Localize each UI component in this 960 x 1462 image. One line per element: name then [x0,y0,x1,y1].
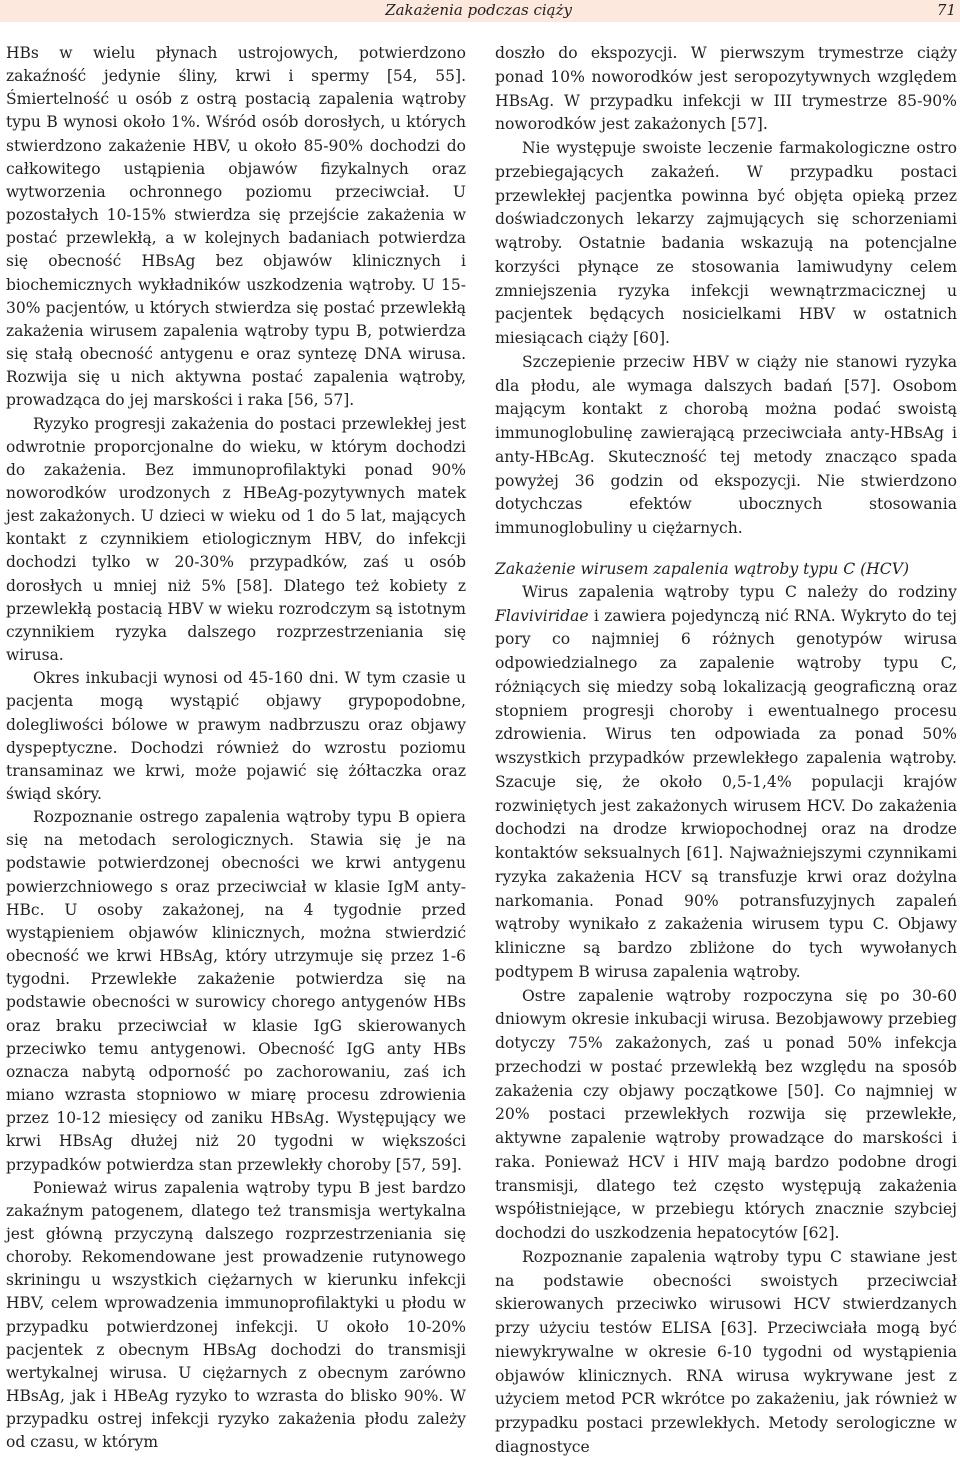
paragraph: Nie występuje swoiste leczenie farmakologiczne ostro przebiegających zakażeń. W przypadku postaci przewlekłej pacjentka powinna być objęta opieką przez doświadczonych lekarzy zajmujących się schorzeniami wątroby. Ostatnie badania wskazują na potencjalne korzyści płynące ze stosowania lamiwudyny celem zmniejszenia ryzyka infekcji wewnątrzmacicznej u pacjentek będących nosicielkami HBV w ostatnich miesiącach ciąży [60]. [495,139,957,347]
paragraph: Okres inkubacji wynosi od 45-160 dni. W tym czasie u pacjenta mogą wystąpić objawy grypopodobne, dolegliwości bólowe w prawym nadbrzuszu oraz objawy dyspeptyczne. Dochodzi również do wzrostu poziomu transaminaz we krwi, może pojawić się żółtaczka oraz świąd skóry. [6,669,466,803]
left-column [6,42,466,1455]
paragraph: doszło do ekspozycji. W pierwszym trymestrze ciąży ponad 10% noworodków jest seropozytywnych względem HBsAg. W przypadku infekcji w III trymestrze 85-90% noworodków jest zakażonych [57]. [495,44,957,134]
paragraph [495,581,957,985]
virus-family-name: Flaviviridae [495,606,589,625]
page-number: 71 [936,1,956,19]
paragraph-text: i zawiera pojedynczą nić RNA. Wykryto do tej pory co najmniej 6 różnych genotypów wirusa odpowiedzialnego za zapalenie wątroby typu C, różniących się miedzy sobą lokalizacją geograficzną oraz stopniem progresji choroby i ewentualnego procesu zdrowienia. Wirus ten odpowiada za ponad 50% wszystkich przypadków przewlekłego zapalenia wątroby. Szacuje się, że około 0,5-1,4% populacji krajów rozwiniętych jest zakażonych wirusem HCV. Do zakażenia dochodzi na drodze krwiopochodnej oraz na drodze kontaktów seksualnych [61]. Najważniejszymi czynnikami ryzyka zakażenia HCV są transfuzje krwi oraz dożylna narkomania. Ponad 90% potransfuzyjnych zapaleń wątroby wynikało z zakażenia wirusem typu C. Objawy kliniczne są bardzo zbliżone do tych wywołanych podtypem B wirusa zapalenia wątroby. [495,606,957,981]
paragraph: Ponieważ wirus zapalenia wątroby typu B jest bardzo zakaźnym patogenem, dlatego też transmisja wertykalna jest główną przyczyną dalszego rozprzestrzeniania się choroby. Rekomendowane jest prowadzenie rutynowego skriningu u wszystkich ciężarnych w kierunku infekcji HBV, celem wprowadzenia immunoprofilaktyki u płodu w przypadku potwierdzonej infekcji. U około 10-20% pacjentek z obecnym HBsAg dochodzi do transmisji wertykalnej wirusa. U ciężarnych z obecnym zarówno HBsAg, jak i HBeAg ryzyko to wzrasta do blisko 90%. W przypadku ostrej infekcji ryzyko zakażenia płodu zależy od czasu, w którym [6,1178,466,1452]
running-title: Zakażenia podczas ciąży [385,1,572,19]
right-column [495,42,957,1460]
paragraph: Rozpoznanie ostrego zapalenia wątroby typu B opiera się na metodach serologicznych. Stawia się je na podstawie potwierdzonej obecności we krwi antygenu powierzchniowego s oraz przeciwciał w klasie IgM anty-HBc. U osoby zakażonej, na 4 tygodnie przed wystąpieniem objawów klinicznych, można stwierdzić obecność we krwi HBsAg, który utrzymuje się przez 1-6 tygodni. Przewlekłe zakażenie potwierdza się na podstawie obecności w surowicy chorego antygenów HBs oraz braku przeciwciał w klasie IgG skierowanych przeciwko temu antygenowi. Obecność IgG anty HBs oznacza nabytą odporność po zachorowaniu, zaś ich miano wzrasta stopniowo w miarę procesu zdrowienia przez 10-12 miesięcy od zaniku HBsAg. Występujący we krwi HBsAg dłużej niż 20 tygodni w większości przypadków potwierdza stan przewlekły choroby [57, 59]. [6,808,466,1174]
paragraph: Rozpoznanie zapalenia wątroby typu C stawiane jest na podstawie obecności swoistych przeciwciał skierowanych przeciwko wirusowi HCV stwierdzanych przy użyciu testów ELISA [63]. Przeciwciała mogą być niewykrywalne w okresie 6-10 tygodni od wystąpienia objawów klinicznych. RNA wirusa wykrywane jest z użyciem metod PCR wkrótce po zakażeniu, jak również w przypadku postaci przewlekłych. Metody serologiczne w diagnostyce [495,1247,957,1456]
paragraph: Ostre zapalenie wątroby rozpoczyna się po 30-60 dniowym okresie inkubacji wirusa. Bezobjawowy przebieg dotyczy 75% zakażonych, zaś u ponad 50% infekcja przechodzi w postać przewlekłą bez względu na sposób zakażenia czy objawy początkowe [50]. Co najmniej w 20% postaci przewlekłych rozwija się przewlekłe, aktywne zapalenie wątroby prowadzące do marskości i raka. Ponieważ HCV i HIV mają bardzo podobne drogi transmisji, dlatego też często występują zakażenia współistniejące, w przebiegu których znacznie szybciej dochodzi do uszkodzenia hepatocytów [62]. [495,986,957,1242]
paragraph: Ryzyko progresji zakażenia do postaci przewlekłej jest odwrotnie proporcjonalne do wieku, w którym dochodzi do zakażenia. Bez immunoprofilaktyki ponad 90% noworodków urodzonych z HBeAg-pozytywnych matek jest zakażonych. U dzieci w wieku od 1 do 5 lat, mających kontakt z czynnikiem etiologicznym HBV, do infekcji dochodzi tylko w 20-30% przypadków, zaś u osób dorosłych u mniej niż 5% [58]. Dlatego też kobiety z przewlekłą postacią HBV w wieku rozrodczym są istotnym czynnikiem ryzyka dalszego rozprzestrzeniania się wirusa. [6,414,466,665]
running-header [0,0,960,22]
paragraph: Szczepienie przeciw HBV w ciąży nie stanowi ryzyka dla płodu, ale wymaga dalszych badań [57]. Osobom mającym kontakt z chorobą można podać swoistą immunoglobulinę zawierającą przeciwciała anty-HBsAg i anty-HBcAg. Skuteczność tej metody znacząco spada powyżej 36 godzin od ekspozycji. Nie stwierdzono dotychczas efektów ubocznych stosowania immunoglobuliny u ciężarnych. [495,352,957,537]
paragraph: HBs w wielu płynach ustrojowych, potwierdzono zakaźność jedynie śliny, krwi i spermy [54, 55]. Śmiertelność u osób z ostrą postacią zapalenia wątroby typu B wynosi około 1%. Wśród osób dorosłych, u których stwierdzono zakażenie HBV, u około 85-90% dochodzi do całkowitego ustąpienia objawów fizykalnych oraz wytworzenia ochronnego poziomu przeciwciał. U pozostałych 10-15% stwierdza się przejście zakażenia w postać przewlekłą, a w kolejnych badaniach potwierdza się obecność HBsAg bez objawów klinicznych i biochemicznych wykładników uszkodzenia wątroby. U 15-30% pacjentów, u których stwierdza się postać przewlekłą zakażenia wirusem zapalenia wątroby typu B, potwierdza się stałą obecność antygenu e oraz syntezę DNA wirusa. Rozwija się u nich aktywna postać zapalenia wątroby, prowadząca do jej marskości i raka [56, 57]. [6,44,466,410]
section-heading: Zakażenie wirusem zapalenia wątroby typu C (HCV) [495,559,910,578]
paragraph-text: Wirus zapalenia wątroby typu C należy do rodziny [522,582,957,601]
